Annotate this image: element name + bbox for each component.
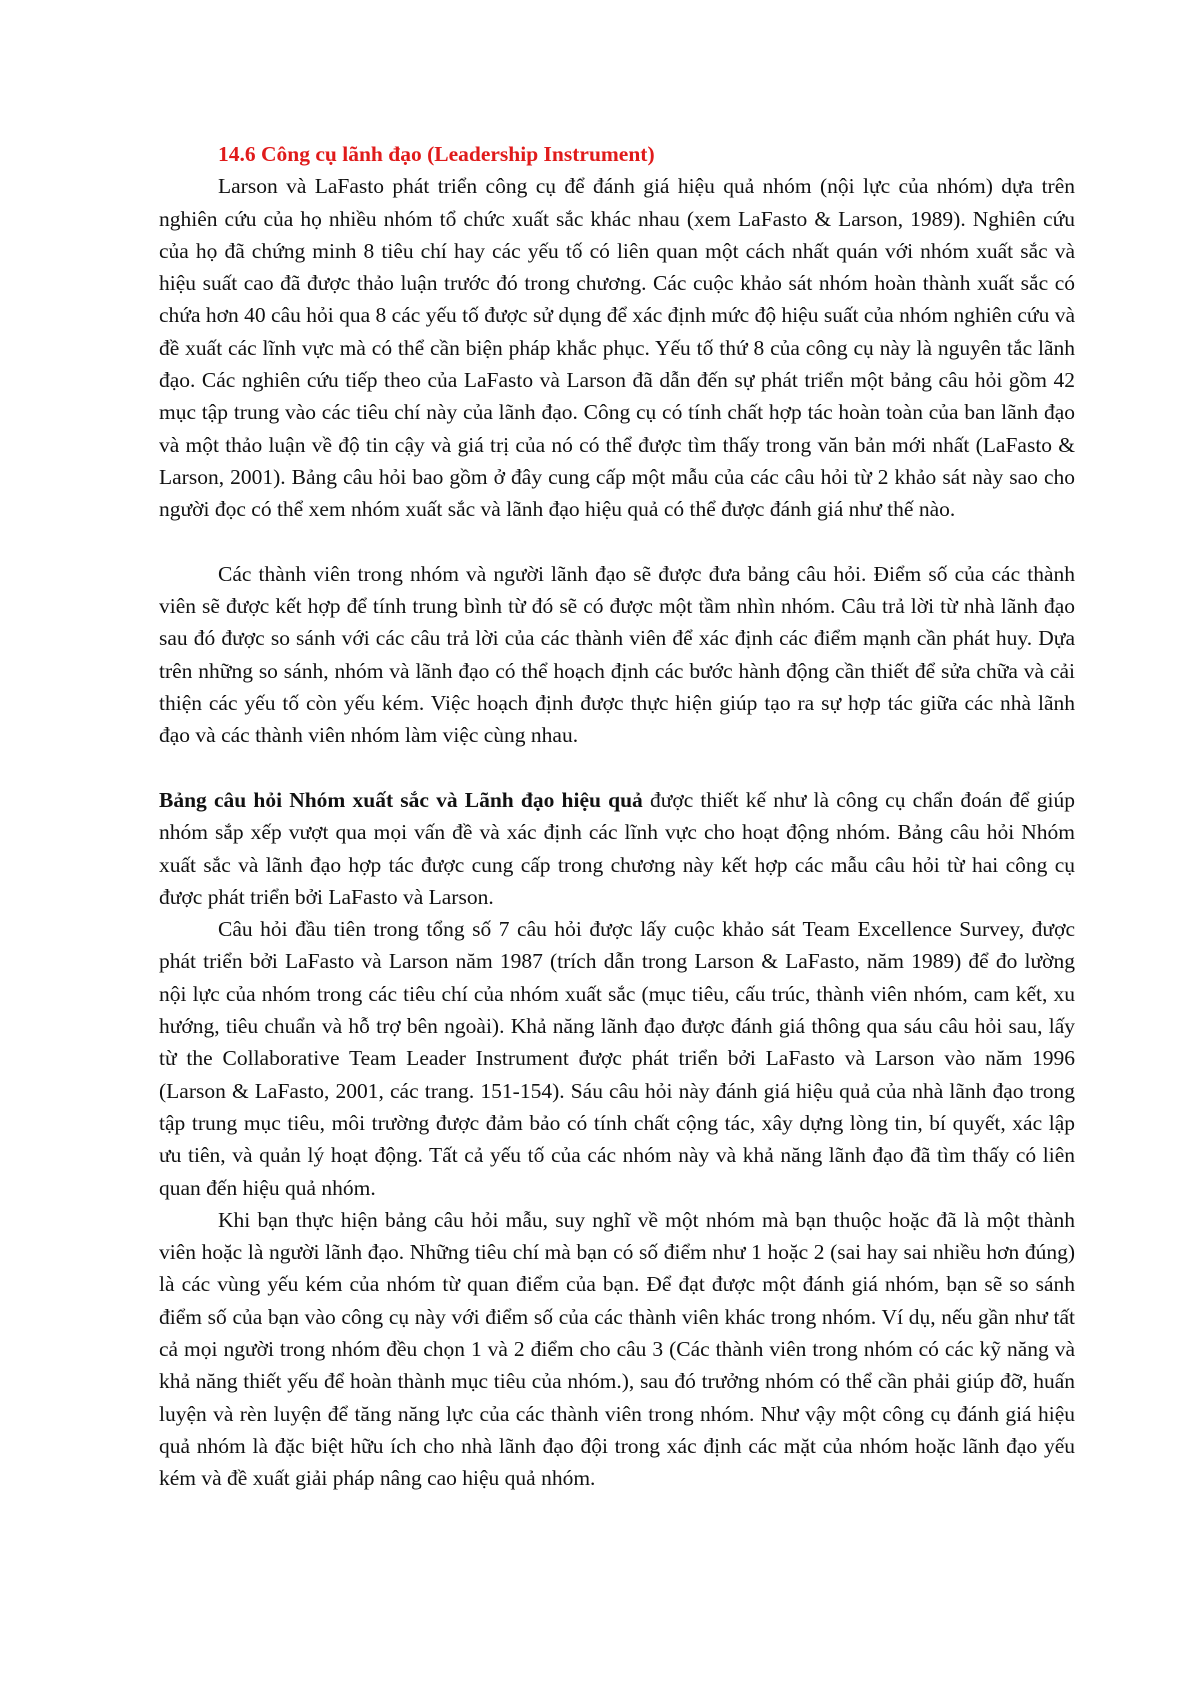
- paragraph-spacer: [159, 526, 1075, 558]
- paragraph-usage: Khi bạn thực hiện bảng câu hỏi mẫu, suy nghĩ về một nhóm mà bạn thuộc hoặc đã là một thành viên hoặc là người lãnh đạo. Những tiêu chí mà bạn có số điểm như 1 hoặc 2 (sai hay sai nhiều hơn đúng) là các vùng yếu kém của nhóm từ quan điểm của bạn. Để đạt được một đánh giá nhóm, bạn sẽ so sánh điểm số của bạn vào công cụ này với điểm số của các thành viên khác trong nhóm. Ví dụ, nếu gần như tất cả mọi người trong nhóm đều chọn 1 và 2 điểm cho câu 3 (Các thành viên trong nhóm có các kỹ năng và khả năng thiết yếu để hoàn thành mục tiêu của nhóm.), sau đó trưởng nhóm có thể cần phải giúp đỡ, huấn luyện và rèn luyện để tăng năng lực của các thành viên trong nhóm. Như vậy một công cụ đánh giá hiệu quả nhóm là đặc biệt hữu ích cho nhà lãnh đạo đội trong xác định các mặt của nhóm hoặc lãnh đạo yếu kém và đề xuất giải pháp nâng cao hiệu quả nhóm.: [159, 1207, 1075, 1491]
- questionnaire-description: được thiết kế như là công cụ chẩn đoán để giúp nhóm sắp xếp vượt qua mọi vấn đề và xác định các lĩnh vực cho hoạt động nhóm. Bảng câu hỏi Nhóm xuất sắc và lãnh đạo hợp tác được cung cấp trong chương này kết hợp các mẫu câu hỏi từ hai công cụ được phát triển bởi LaFasto và Larson.: [159, 787, 1075, 909]
- questionnaire-title: Bảng câu hỏi Nhóm xuất sắc và Lãnh đạo hiệu quả: [159, 787, 643, 812]
- paragraph-questionnaire: [159, 784, 1075, 913]
- section-heading: 14.6 Công cụ lãnh đạo (Leadership Instrument): [218, 142, 655, 166]
- paragraph-intro: Larson và LaFasto phát triển công cụ để đánh giá hiệu quả nhóm (nội lực của nhóm) dựa trên nghiên cứu của họ nhiều nhóm tổ chức xuất sắc khác nhau (xem LaFasto & Larson, 1989). Nghiên cứu của họ đã chứng minh 8 tiêu chí hay các yếu tố có liên quan một cách nhất quán với nhóm xuất sắc và hiệu suất cao đã được thảo luận trước đó trong chương. Các cuộc khảo sát nhóm hoàn thành xuất sắc có chứa hơn 40 câu hỏi qua 8 các yếu tố được sử dụng để xác định mức độ hiệu suất của nhóm nghiên cứu và đề xuất các lĩnh vực mà có thể cần biện pháp khắc phục. Yếu tố thứ 8 của công cụ này là nguyên tắc lãnh đạo. Các nghiên cứu tiếp theo của LaFasto và Larson đã dẫn đến sự phát triển một bảng câu hỏi gồm 42 mục tập trung vào các tiêu chí này của lãnh đạo. Công cụ có tính chất hợp tác hoàn toàn của ban lãnh đạo và một thảo luận về độ tin cậy và giá trị của nó có thể được tìm thấy trong văn bản mới nhất (LaFasto & Larson, 2001). Bảng câu hỏi bao gồm ở đây cung cấp một mẫu của các câu hỏi từ 2 khảo sát này sao cho người đọc có thể xem nhóm xuất sắc và lãnh đạo hiệu quả có thể được đánh giá như thế nào.: [159, 174, 1075, 522]
- paragraph-survey: Câu hỏi đầu tiên trong tổng số 7 câu hỏi được lấy cuộc khảo sát Team Excellence Survey, được phát triển bởi LaFasto và Larson năm 1987 (trích dẫn trong Larson & LaFasto, năm 1989) để đo lường nội lực của nhóm trong các tiêu chí của nhóm xuất sắc (mục tiêu, cấu trúc, thành viên nhóm, cam kết, xu hướng, tiêu chuẩn và hỗ trợ bên ngoài). Khả năng lãnh đạo được đánh giá thông qua sáu câu hỏi sau, lấy từ the Collaborative Team Leader Instrument được phát triển bởi LaFasto và Larson vào năm 1996 (Larson & LaFasto, 2001, các trang. 151-154). Sáu câu hỏi này đánh giá hiệu quả của nhà lãnh đạo trong tập trung mục tiêu, môi trường được đảm bảo có tính chất cộng tác, xây dựng lòng tin, bí quyết, xác lập ưu tiên, và quản lý hoạt động. Tất cả yếu tố của các nhóm này và khả năng lãnh đạo đã tìm thấy có liên quan đến hiệu quả nhóm.: [159, 917, 1075, 1200]
- document-body: [159, 138, 1075, 1494]
- paragraph-process: Các thành viên trong nhóm và người lãnh đạo sẽ được đưa bảng câu hỏi. Điểm số của các thành viên sẽ được kết hợp để tính trung bình từ đó sẽ có được một tầm nhìn nhóm. Câu trả lời từ nhà lãnh đạo sau đó được so sánh với các câu trả lời của các thành viên để xác định các điểm mạnh cần phát huy. Dựa trên những so sánh, nhóm và lãnh đạo có thể hoạch định các bước hành động cần thiết để sửa chữa và cải thiện các yếu tố còn yếu kém. Việc hoạch định được thực hiện giúp tạo ra sự hợp tác giữa các nhà lãnh đạo và các thành viên nhóm làm việc cùng nhau.: [159, 561, 1075, 748]
- paragraph-spacer: [159, 752, 1075, 784]
